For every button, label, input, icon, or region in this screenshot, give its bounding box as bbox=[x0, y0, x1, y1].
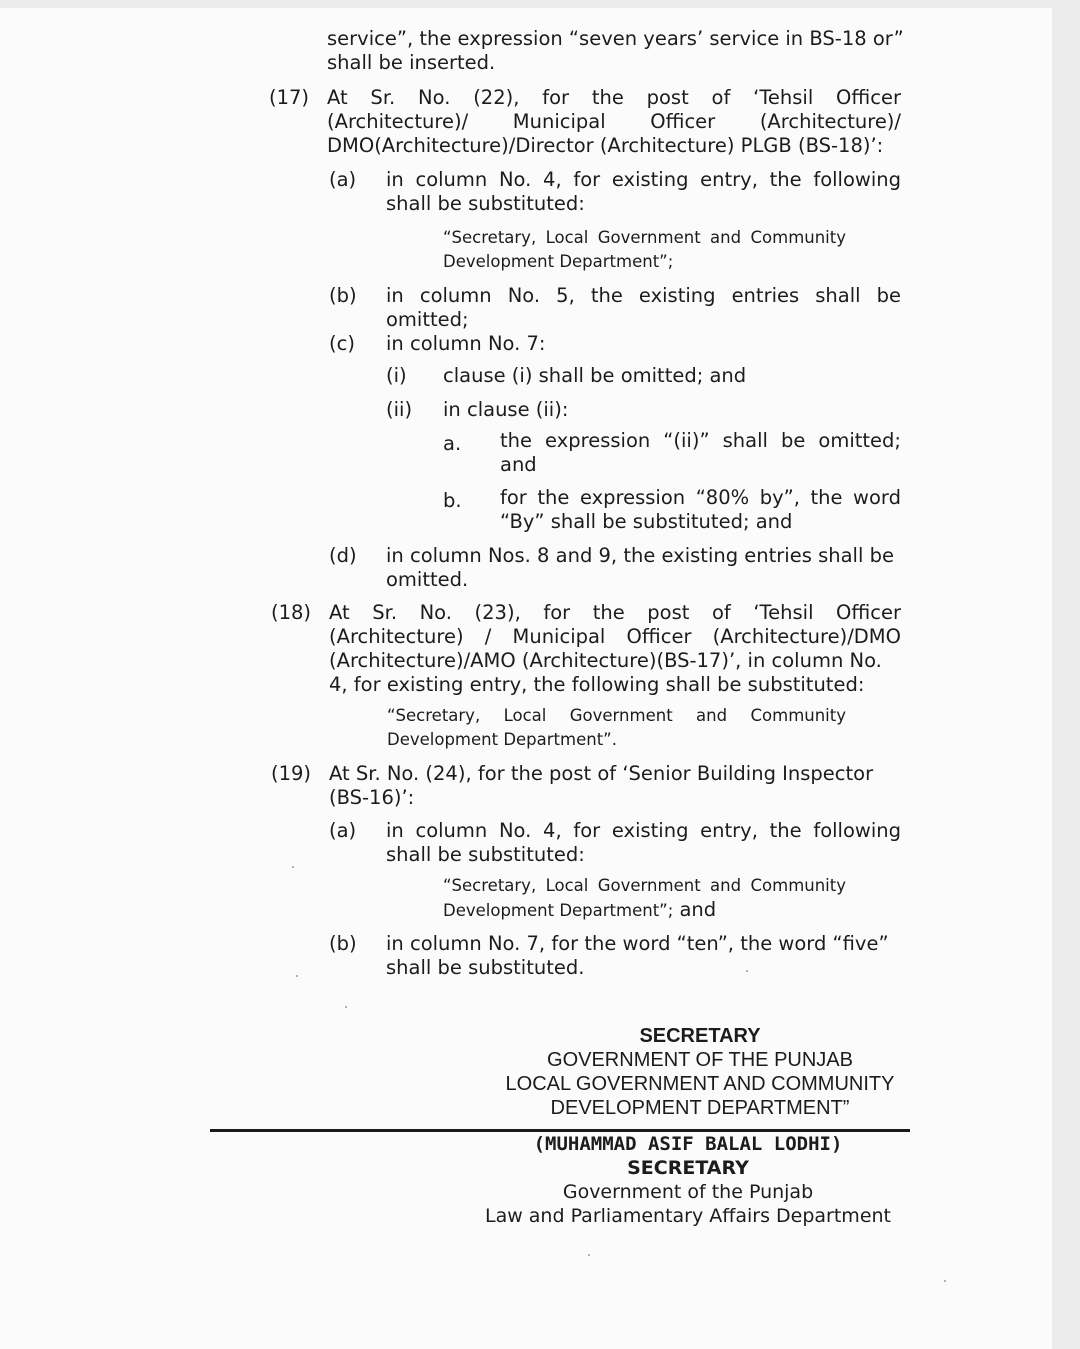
item-18-line-1: At Sr. No. (23), for the post of ‘Tehsil Officer bbox=[329, 601, 901, 624]
item-17-c-ii-b-line-1: for the expression “80% by”, the word bbox=[500, 486, 901, 509]
item-17-a-line-2: shall be substituted: bbox=[386, 192, 585, 215]
item-19-line-2: (BS-16)’: bbox=[329, 786, 415, 809]
item-17-c-ii-label: (ii) bbox=[386, 398, 413, 421]
item-17-a-quote-2: Development Department”; bbox=[443, 252, 674, 271]
item-17-b-label: (b) bbox=[329, 284, 357, 307]
item-17-number: (17) bbox=[269, 86, 310, 109]
item-17-c-i-label: (i) bbox=[386, 364, 407, 387]
item-17-c-label: (c) bbox=[329, 332, 355, 355]
scan-speck bbox=[746, 970, 748, 972]
item-19-number: (19) bbox=[271, 762, 312, 785]
item-17-c-line-1: in column No. 7: bbox=[386, 332, 546, 355]
document-page bbox=[0, 8, 1052, 1349]
scan-speck bbox=[292, 866, 294, 868]
item-19-a-quote-2: Development Department”; bbox=[443, 901, 674, 920]
item-19-a-label: (a) bbox=[329, 819, 357, 842]
signature-1-title: SECRETARY bbox=[639, 1025, 761, 1047]
item-18-line-4: 4, for existing entry, the following shall be substituted: bbox=[329, 673, 865, 696]
item-19-a-line-1: in column No. 4, for existing entry, the following bbox=[386, 819, 901, 842]
item-19-line-1: At Sr. No. (24), for the post of ‘Senior Building Inspector bbox=[329, 762, 874, 785]
item-18-quote-2: Development Department”. bbox=[387, 730, 617, 749]
item-19-b-line-1: in column No. 7, for the word “ten”, the word “five” bbox=[386, 932, 889, 955]
item-17-c-ii-b-label: b. bbox=[443, 489, 462, 512]
item-19-a-quote-1: “Secretary, Local Government and Community bbox=[443, 876, 846, 895]
item-17-line-1: At Sr. No. (22), for the post of ‘Tehsil Officer bbox=[327, 86, 901, 109]
scan-speck bbox=[588, 1254, 590, 1256]
item-17-d-label: (d) bbox=[329, 544, 357, 567]
item-17-d-line-1: in column Nos. 8 and 9, the existing entries shall be bbox=[386, 544, 894, 567]
item-18-number: (18) bbox=[271, 601, 312, 624]
item-17-c-ii-a-line-1: the expression “(ii)” shall be omitted; bbox=[500, 429, 901, 452]
item-17-c-ii-a-label: a. bbox=[443, 432, 462, 455]
item-17-b-line-1: in column No. 5, the existing entries shall be bbox=[386, 284, 901, 307]
scan-speck bbox=[296, 975, 298, 977]
signature-1-line-3: DEVELOPMENT DEPARTMENT” bbox=[550, 1097, 850, 1119]
item-17-c-ii-text: in clause (ii): bbox=[443, 398, 569, 421]
item-17-c-ii-a-line-2: and bbox=[500, 453, 537, 476]
item-19-b-line-2: shall be substituted. bbox=[386, 956, 585, 979]
signature-2-line-1: Government of the Punjab bbox=[562, 1181, 814, 1203]
signature-1-line-2: LOCAL GOVERNMENT AND COMMUNITY bbox=[505, 1073, 895, 1095]
signature-2-name: (MUHAMMAD ASIF BALAL LODHI) bbox=[533, 1133, 843, 1155]
item-18-line-3: (Architecture)/AMO (Architecture)(BS-17)’, in column No. bbox=[329, 649, 882, 672]
signature-2-line-2: Law and Parliamentary Affairs Department bbox=[484, 1205, 891, 1227]
item-17-line-2: (Architecture)/ Municipal Officer (Architecture)/ bbox=[327, 110, 901, 133]
intro-line-2: shall be inserted. bbox=[327, 51, 496, 74]
signature-1-line-1: GOVERNMENT OF THE PUNJAB bbox=[547, 1049, 853, 1071]
item-17-a-label: (a) bbox=[329, 168, 357, 191]
signature-2-title: SECRETARY bbox=[627, 1157, 749, 1179]
intro-line-1: service”, the expression “seven years’ service in BS-18 or” bbox=[327, 27, 904, 50]
item-17-a-quote-1: “Secretary, Local Government and Community bbox=[443, 228, 846, 247]
item-18-quote-1: “Secretary, Local Government and Community bbox=[387, 706, 846, 725]
item-19-a-quote-2-tail: and bbox=[673, 898, 717, 921]
item-17-c-ii-b-line-2: “By” shall be substituted; and bbox=[500, 510, 793, 533]
scan-speck bbox=[944, 1280, 946, 1282]
scan-speck bbox=[345, 1006, 347, 1008]
item-19-b-label: (b) bbox=[329, 932, 357, 955]
item-17-line-3: DMO(Architecture)/Director (Architecture) PLGB (BS-18)’: bbox=[327, 134, 884, 157]
item-17-c-i-text: clause (i) shall be omitted; and bbox=[443, 364, 747, 387]
item-17-b-line-2: omitted; bbox=[386, 308, 469, 331]
item-19-a-quote-2-line bbox=[443, 898, 716, 923]
item-17-d-line-2: omitted. bbox=[386, 568, 469, 591]
item-18-line-2: (Architecture) / Municipal Officer (Architecture)/DMO bbox=[329, 625, 901, 648]
item-19-a-line-2: shall be substituted: bbox=[386, 843, 585, 866]
item-17-a-line-1: in column No. 4, for existing entry, the following bbox=[386, 168, 901, 191]
